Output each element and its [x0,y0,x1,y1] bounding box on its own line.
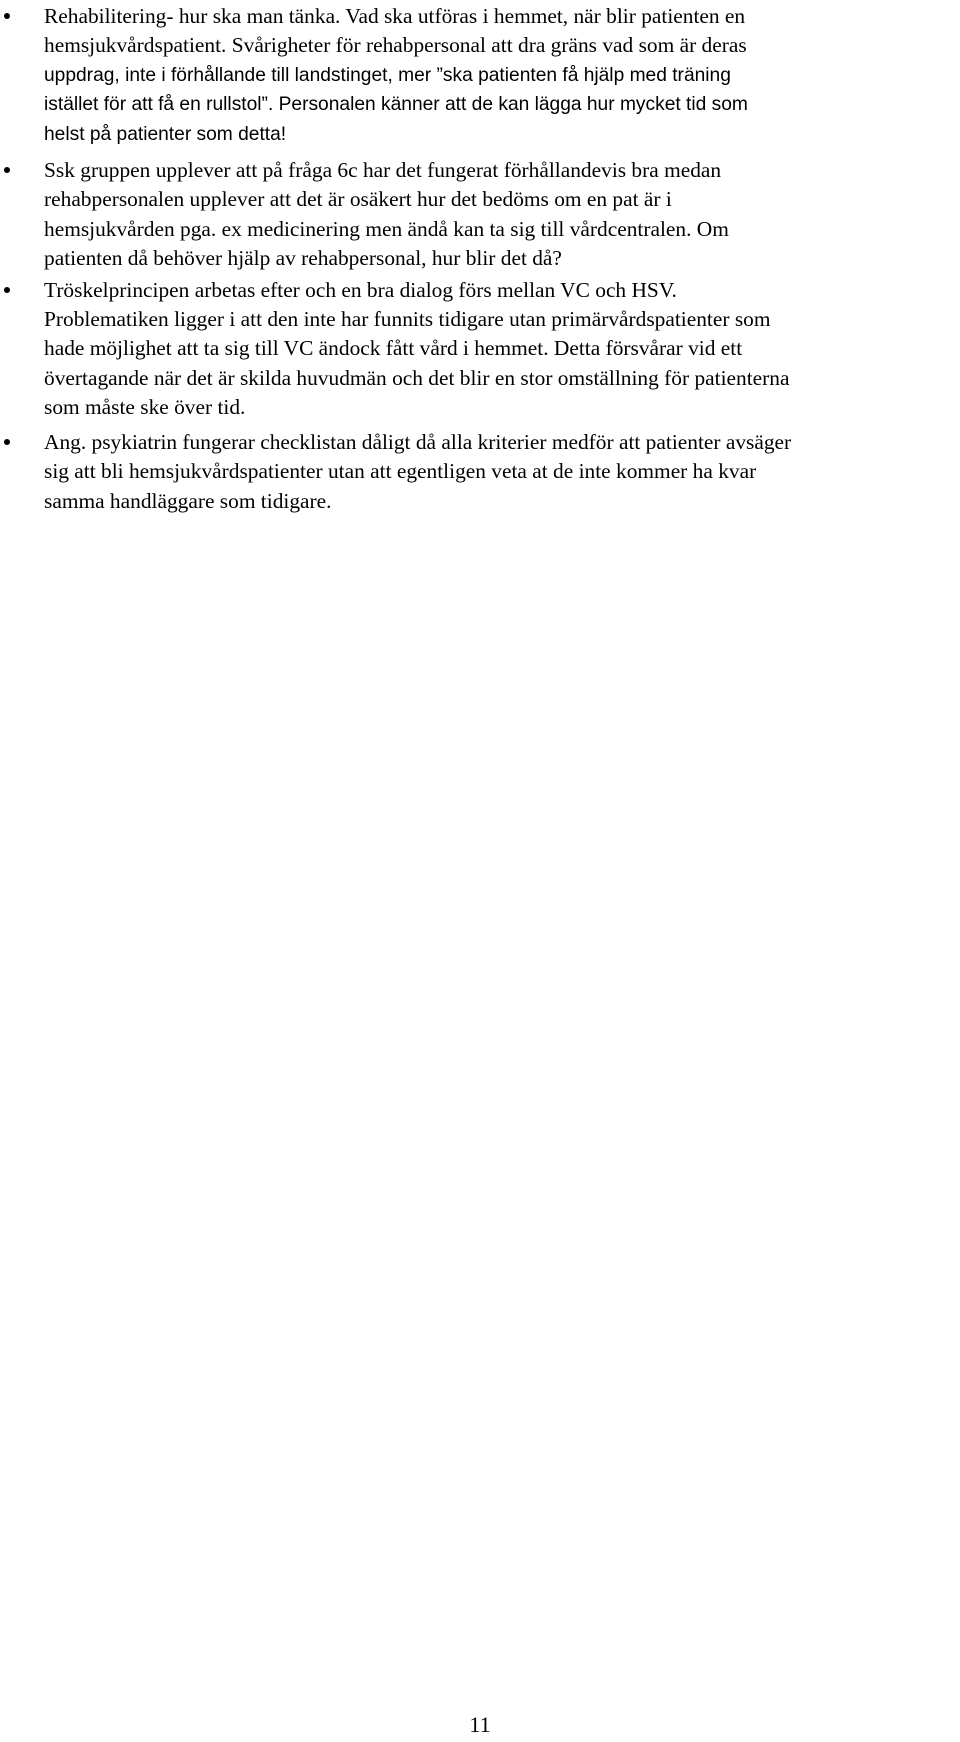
text-line: Ssk gruppen upplever att på fråga 6c har det fungerat förhållandevis bra medan [44,158,722,183]
page-number: 11 [469,1712,491,1737]
text-line: Ang. psykiatrin fungerar checklistan dåligt då alla kriterier medför att patienter avsäger [44,429,792,454]
list-item-text [44,428,916,516]
list-item-text [44,2,916,149]
text-line: Rehabilitering- hur ska man tänka. Vad ska utföras i hemmet, när blir patienten en [44,4,746,28]
text-line: hemsjukvårdspatient. Svårigheter för rehabpersonal att dra gräns vad som är deras [44,33,747,58]
list-item [0,276,916,423]
text-line: patienten då behöver hjälp av rehabpersonal, hur blir det då? [44,246,562,271]
text-line: istället för att få en rullstol”. Personalen känner att de kan lägga hur mycket tid som [44,94,748,116]
bullet-icon [4,167,10,173]
bullet-icon [4,287,10,293]
text-line: hade möjlighet att ta sig till VC ändock fått vård i hemmet. Detta försvårar vid ett [44,336,743,361]
list-item-text [44,276,916,423]
text-line: som måste ske över tid. [44,395,246,420]
text-line: helst på patienter som detta! [44,123,287,145]
list-item [0,2,916,149]
text-line: hemsjukvården pga. ex medicinering men ändå kan ta sig till vårdcentralen. Om [44,216,729,241]
list-item-text [44,156,916,274]
text-line: samma handläggare som tidigare. [44,488,332,513]
text-line: övertagande när det är skilda huvudmän och det blir en stor omställning för patienterna [44,365,790,390]
text-line: sig att bli hemsjukvårdspatienter utan att egentligen veta at de inte kommer ha kvar [44,459,757,484]
text-line: Problematiken ligger i att den inte har funnits tidigare utan primärvårdspatienter som [44,307,771,332]
bullet-icon [4,13,10,19]
bullet-icon [4,439,10,445]
bullet-list [0,0,960,516]
text-line: Tröskelprincipen arbetas efter och en bra dialog förs mellan VC och HSV. [44,277,677,302]
list-item [0,428,916,516]
list-item [0,156,916,274]
text-line: rehabpersonalen upplever att det är osäkert hur det bedöms om en pat är i [44,187,672,212]
text-line: uppdrag, inte i förhållande till landstinget, mer ”ska patienten få hjälp med träning [44,64,731,86]
